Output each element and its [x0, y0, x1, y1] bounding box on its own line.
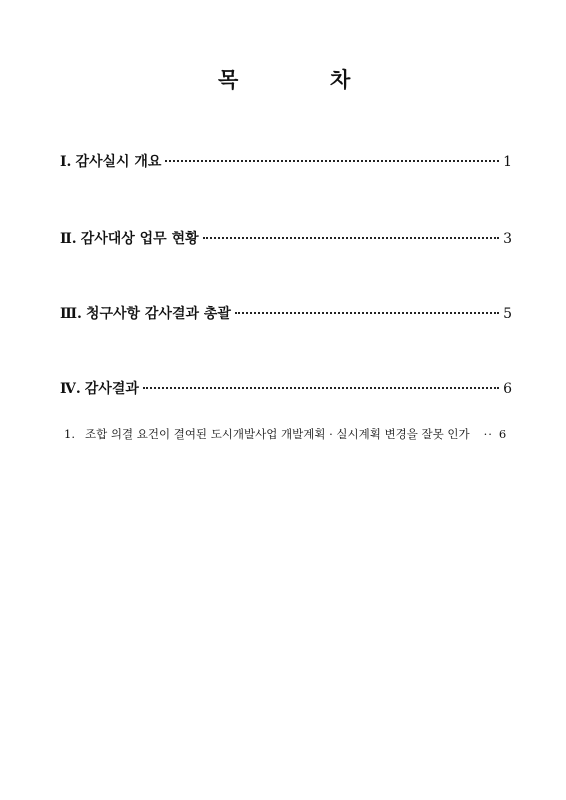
page-title [0, 64, 566, 94]
toc-entry-number: Ⅳ. [60, 381, 81, 397]
dot-leader [165, 160, 499, 162]
toc-entry-page: 1 [503, 154, 512, 170]
toc-entry-4[interactable] [60, 378, 512, 398]
toc-entry-label: 감사실시 개요 [75, 154, 162, 170]
toc-subentry-page: 6 [498, 427, 507, 441]
toc-subentry-1[interactable] [64, 426, 512, 444]
toc-entry-1[interactable] [60, 151, 512, 171]
dot-leader [203, 237, 499, 239]
toc-entry-2[interactable] [60, 228, 512, 248]
title-char-2: 차 [330, 68, 351, 92]
toc-entry-number: Ⅱ. [60, 231, 77, 247]
toc-entry-3[interactable] [60, 303, 512, 323]
toc-entry-number: Ⅲ. [60, 306, 82, 322]
toc-entry-page: 3 [503, 231, 512, 247]
dot-leader: ·· [483, 427, 493, 441]
toc-entry-label: 감사결과 [84, 381, 139, 397]
toc-entry-label: 청구사항 감사결과 총괄 [85, 306, 231, 322]
dot-leader [143, 387, 499, 389]
toc-subentry-number: 1. [64, 427, 75, 441]
dot-leader [235, 312, 499, 314]
toc-subentry-label: 조합 의결 요건이 결여된 도시개발사업 개발계획 · 실시계획 변경을 잘못 인가 [84, 427, 470, 441]
toc-entry-number: Ⅰ. [60, 154, 72, 170]
title-char-1: 목 [218, 68, 239, 92]
toc-entry-page: 6 [503, 381, 512, 397]
toc-entry-label: 감사대상 업무 현황 [80, 231, 199, 247]
toc-entry-page: 5 [503, 306, 512, 322]
